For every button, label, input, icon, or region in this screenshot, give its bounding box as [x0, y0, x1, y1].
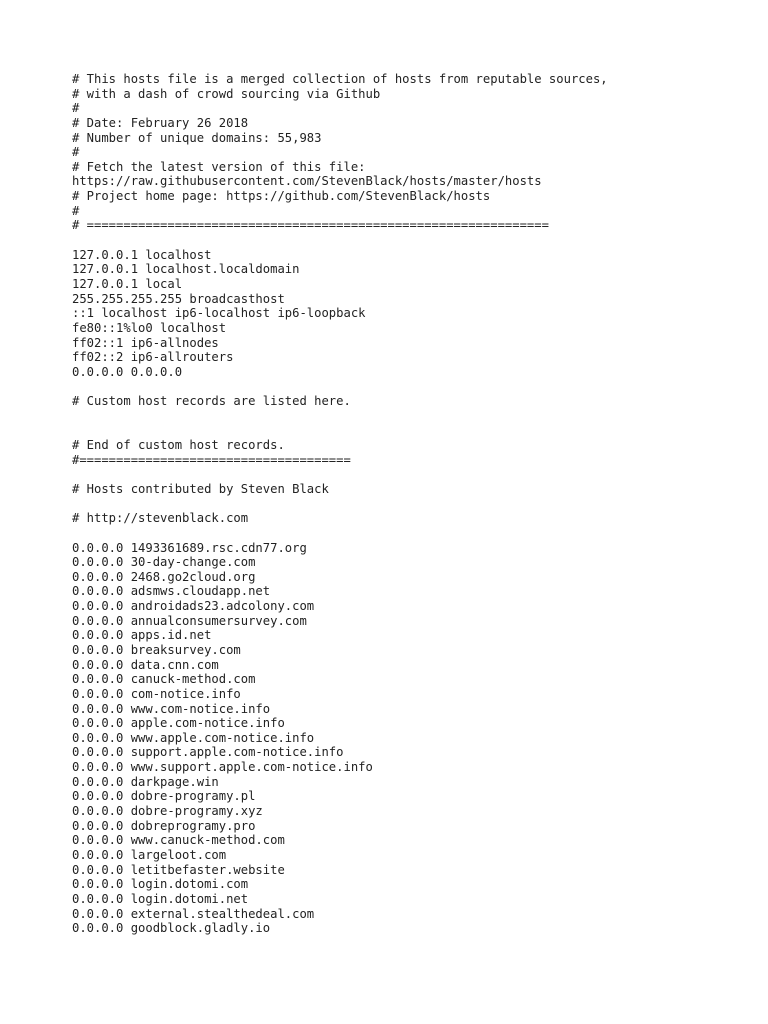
host-entry-line: 0.0.0.0 login.dotomi.net: [72, 891, 249, 906]
host-entry-line: 0.0.0.0 www.com-notice.info: [72, 701, 271, 716]
host-entry-line: 0.0.0.0 letitbefaster.website: [72, 862, 285, 877]
host-entry-line: 0.0.0.0 androidads23.adcolony.com: [72, 599, 315, 614]
host-entry-line: 0.0.0.0 adsmws.cloudapp.net: [72, 584, 271, 599]
host-entry-line: 0.0.0.0 30-day-change.com: [72, 555, 256, 570]
blank-line: [72, 526, 752, 541]
comment-line: # Fetch the latest version of this file:: [72, 159, 366, 174]
host-entry-line: 0.0.0.0 largeloot.com: [72, 847, 227, 862]
blank-line: [72, 409, 752, 424]
host-entry-line: 0.0.0.0 external.stealthedeal.com: [72, 906, 315, 921]
comment-line: # End of custom host records.: [72, 438, 285, 453]
url-line: https://raw.githubusercontent.com/StevenBlack/hosts/master/hosts: [72, 174, 542, 189]
host-entry-line: 0.0.0.0 breaksurvey.com: [72, 642, 241, 657]
host-entry-line: 0.0.0.0 www.apple.com-notice.info: [72, 730, 315, 745]
host-entry-line: ff02::1 ip6-allnodes: [72, 335, 219, 350]
host-entry-line: 0.0.0.0 dobre-programy.pl: [72, 789, 256, 804]
host-entry-line: 0.0.0.0 annualconsumersurvey.com: [72, 613, 307, 628]
host-entry-line: 0.0.0.0 www.canuck-method.com: [72, 833, 285, 848]
host-entry-line: 0.0.0.0 www.support.apple.com-notice.info: [72, 760, 373, 775]
host-entry-line: 0.0.0.0 apps.id.net: [72, 628, 212, 643]
blank-line: [72, 233, 752, 248]
host-entry-line: 127.0.0.1 local: [72, 276, 183, 291]
host-entry-line: 0.0.0.0 goodblock.gladly.io: [72, 921, 271, 936]
comment-line: # http://stevenblack.com: [72, 511, 249, 526]
blank-line: [72, 467, 752, 482]
comment-line: # with a dash of crowd sourcing via Github: [72, 86, 381, 101]
host-entry-line: 0.0.0.0 1493361689.rsc.cdn77.org: [72, 540, 307, 555]
blank-line: [72, 379, 752, 394]
comment-line: # ===============================================================: [72, 218, 549, 233]
comment-line: # This hosts file is a merged collection of hosts from reputable sources,: [72, 72, 608, 86]
host-entry-line: 0.0.0.0 2468.go2cloud.org: [72, 569, 256, 584]
host-entry-line: ::1 localhost ip6-localhost ip6-loopback: [72, 306, 366, 321]
hosts-file-text: [72, 72, 752, 936]
host-entry-line: ff02::2 ip6-allrouters: [72, 350, 234, 365]
blank-line: [72, 497, 752, 512]
host-entry-line: 255.255.255.255 broadcasthost: [72, 291, 285, 306]
host-entry-line: 127.0.0.1 localhost: [72, 247, 212, 262]
host-entry-line: 0.0.0.0 darkpage.win: [72, 774, 219, 789]
comment-line: # Hosts contributed by Steven Black: [72, 481, 329, 496]
host-entry-line: 0.0.0.0 dobreprogramy.pro: [72, 818, 256, 833]
host-entry-line: 0.0.0.0 data.cnn.com: [72, 657, 219, 672]
comment-line: #=====================================: [72, 452, 351, 467]
host-entry-line: 0.0.0.0 login.dotomi.com: [72, 877, 249, 892]
comment-line: # Custom host records are listed here.: [72, 394, 351, 409]
host-entry-line: 0.0.0.0 com-notice.info: [72, 686, 241, 701]
host-entry-line: 0.0.0.0 0.0.0.0: [72, 364, 183, 379]
host-entry-line: 127.0.0.1 localhost.localdomain: [72, 262, 300, 277]
host-entry-line: fe80::1%lo0 localhost: [72, 320, 227, 335]
comment-line: #: [72, 203, 80, 218]
comment-line: #: [72, 101, 80, 116]
comment-line: #: [72, 145, 80, 160]
comment-line: # Project home page: https://github.com/StevenBlack/hosts: [72, 189, 491, 204]
comment-line: # Date: February 26 2018: [72, 115, 249, 130]
host-entry-line: 0.0.0.0 canuck-method.com: [72, 672, 256, 687]
host-entry-line: 0.0.0.0 apple.com-notice.info: [72, 716, 285, 731]
host-entry-line: 0.0.0.0 dobre-programy.xyz: [72, 804, 263, 819]
blank-line: [72, 423, 752, 438]
comment-line: # Number of unique domains: 55,983: [72, 130, 322, 145]
host-entry-line: 0.0.0.0 support.apple.com-notice.info: [72, 745, 344, 760]
